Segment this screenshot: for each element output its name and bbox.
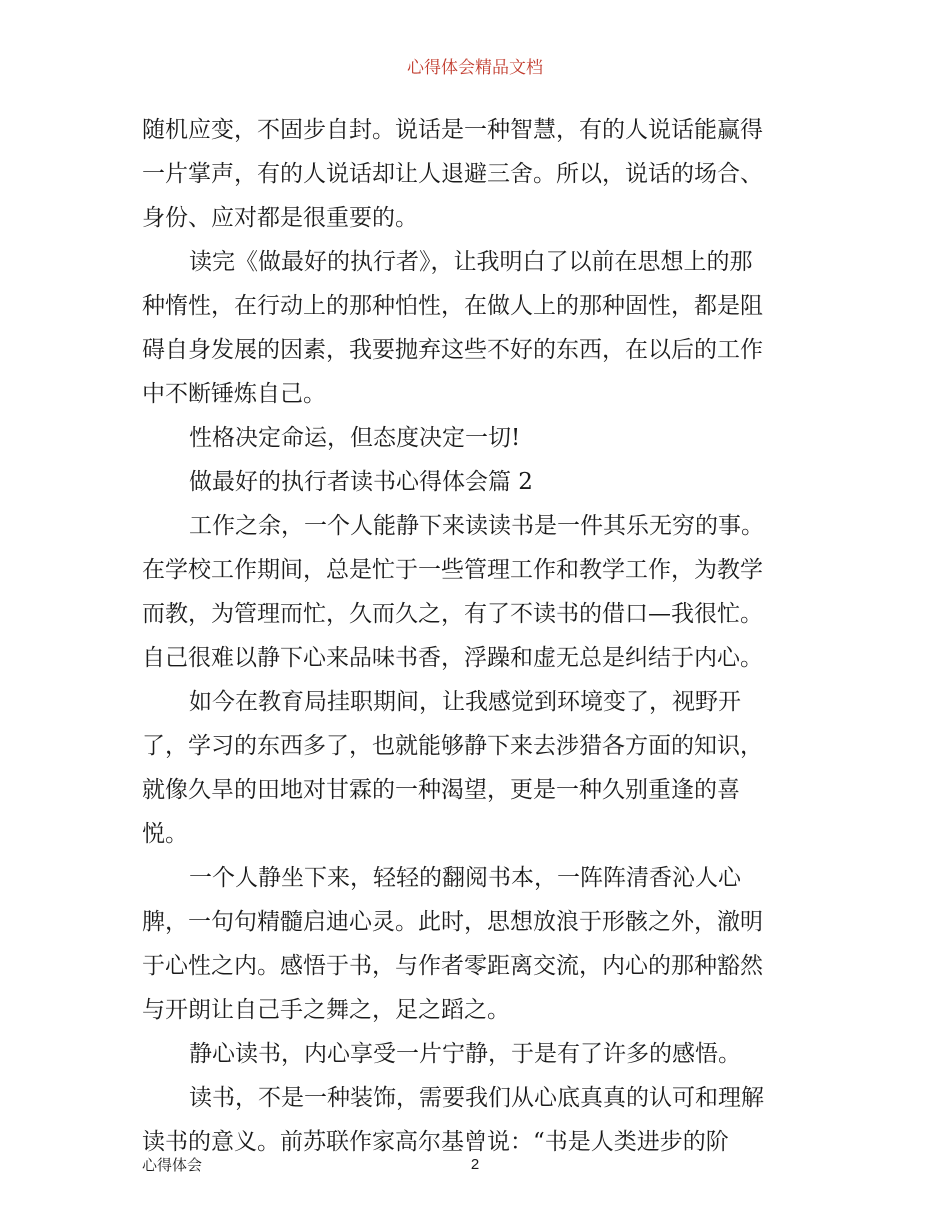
body-line: 读书，不是一种装饰，需要我们从心底真真的认可和理解	[189, 1085, 764, 1111]
body-line: 一个人静坐下来，轻轻的翻阅书本，一阵阵清香沁人心	[189, 865, 741, 891]
body-line: 就像久旱的田地对甘霖的一种渴望，更是一种久别重逢的喜	[142, 777, 740, 803]
body-line: 如今在教育局挂职期间，让我感觉到环境变了，视野开	[189, 689, 741, 715]
body-line: 在学校工作期间，总是忙于一些管理工作和教学工作，为教学	[142, 557, 763, 583]
body-line: 悦。	[142, 821, 188, 847]
body-line: 于心性之内。感悟于书，与作者零距离交流，内心的那种豁然	[142, 953, 763, 979]
body-line: 身份、应对都是很重要的。	[142, 205, 418, 231]
body-line: 自己很难以静下心来品味书香，浮躁和虚无总是纠结于内心。	[142, 645, 763, 671]
section-heading: 做最好的执行者读书心得体会篇 2	[189, 469, 533, 495]
page-number: 2	[470, 1156, 480, 1173]
body-line: 脾，一句句精髓启迪心灵。此时，思想放浪于形骸之外，澈明	[142, 909, 763, 935]
body-line: 中不断锤炼自己。	[142, 381, 326, 407]
body-line: 静心读书，内心享受一片宁静，于是有了许多的感悟。	[189, 1041, 741, 1067]
body-line: 了，学习的东西多了，也就能够静下来去涉猎各方面的知识，	[142, 733, 763, 759]
body-line: 与开朗让自己手之舞之，足之蹈之。	[142, 997, 510, 1023]
footer-label: 心得体会	[142, 1156, 203, 1174]
body-line: 工作之余，一个人能静下来读读书是一件其乐无穷的事。	[189, 513, 764, 539]
body-line: 一片掌声，有的人说话却让人退避三舍。所以，说话的场合、	[142, 161, 763, 187]
body-line: 而教，为管理而忙，久而久之，有了不读书的借口—我很忙。	[142, 601, 763, 627]
body-line: 随机应变，不固步自封。说话是一种智慧，有的人说话能赢得	[142, 117, 763, 143]
document-body	[142, 108, 812, 1164]
body-line: 碍自身发展的因素，我要抛弃这些不好的东西，在以后的工作	[142, 337, 763, 363]
page-header-title: 心得体会精品文档	[407, 58, 543, 78]
body-line: 读书的意义。前苏联作家高尔基曾说：“书是人类进步的阶	[142, 1129, 729, 1155]
body-line: 性格决定命运，但态度决定一切!	[189, 425, 521, 451]
body-line: 种惰性，在行动上的那种怕性，在做人上的那种固性，都是阻	[142, 293, 763, 319]
body-line: 读完《做最好的执行者》，让我明白了以前在思想上的那	[189, 249, 753, 275]
